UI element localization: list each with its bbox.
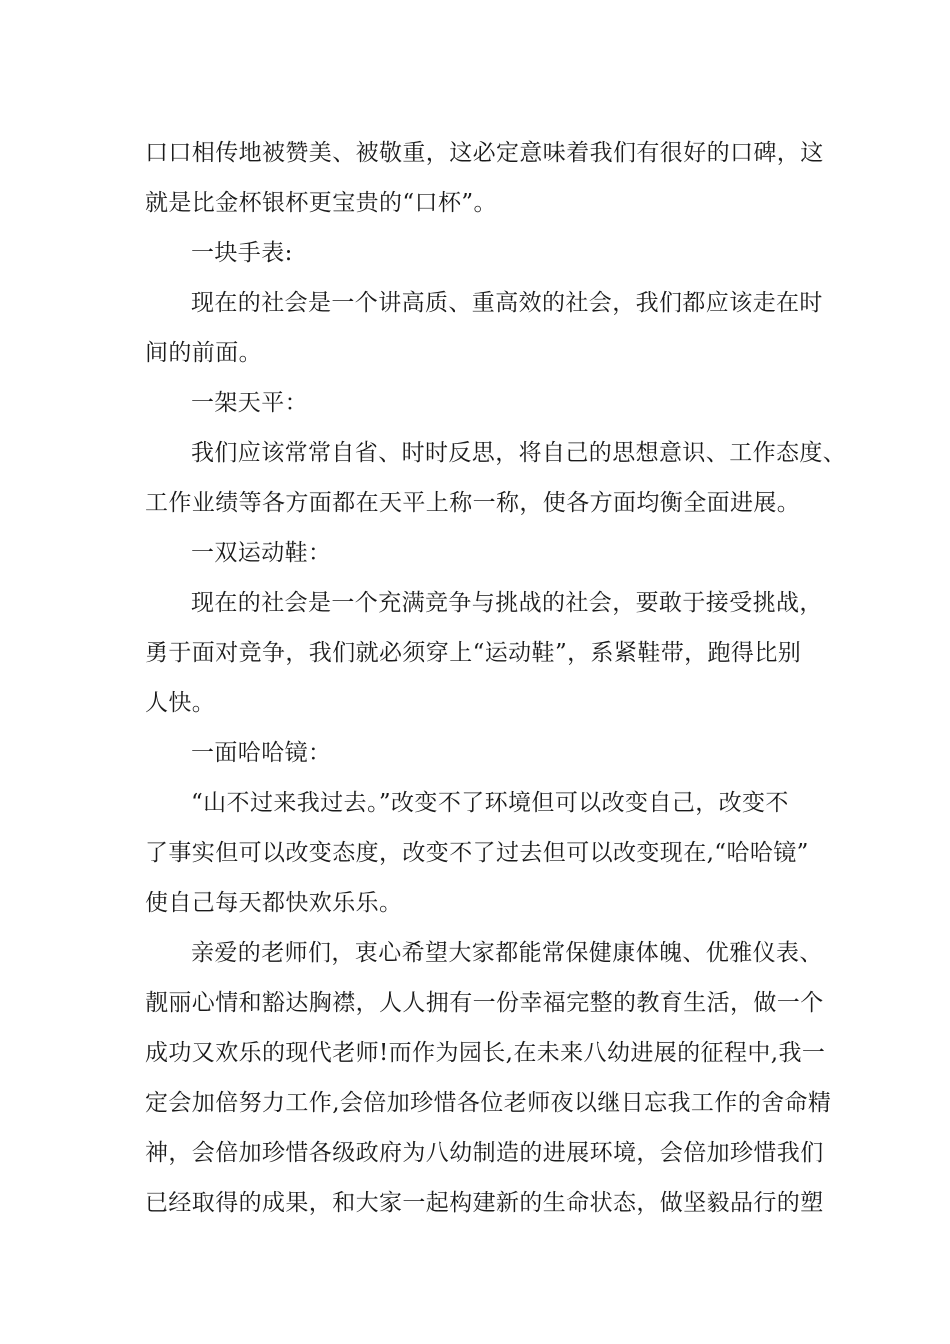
text-line: 间的前面。 [145, 340, 262, 366]
text-line: 一双运动鞋： [191, 540, 332, 566]
text-line: 一块手表: [191, 240, 293, 266]
text-line: 工作业绩等各方面都在天平上称一称，使各方面均衡全面进展。 [145, 490, 801, 516]
text-line: 成功又欢乐的现代老师!而作为园长,在未来八幼进展的征程中,我一 [145, 1040, 826, 1066]
text-line: “山不过来我过去。”改变不了环境但可以改变自己，改变不 [191, 790, 789, 816]
text-line: 了事实但可以改变态度，改变不了过去但可以改变现在,“哈哈镜” [145, 840, 809, 866]
text-line: 使自己每天都快欢乐乐。 [145, 890, 403, 916]
text-line: 就是比金杯银杯更宝贵的“口杯”。 [145, 190, 497, 216]
text-line: 我们应该常常自省、时时反思，将自己的思想意识、工作态度、 [191, 440, 847, 466]
text-line: 已经取得的成果，和大家一起构建新的生命状态，做坚毅品行的塑 [145, 1190, 824, 1216]
text-line: 定会加倍努力工作,会倍加珍惜各位老师夜以继日忘我工作的舍命精 [145, 1090, 832, 1116]
text-line: 勇于面对竞争，我们就必须穿上“运动鞋”，系紧鞋带，跑得比别 [145, 640, 802, 666]
text-line: 现在的社会是一个充满竞争与挑战的社会，要敢于接受挑战， [191, 590, 823, 616]
body-text [145, 128, 847, 1228]
text-line: 神，会倍加珍惜各级政府为八幼制造的进展环境，会倍加珍惜我们 [145, 1140, 824, 1166]
text-line: 一面哈哈镜： [191, 740, 332, 766]
text-line: 人快。 [145, 690, 216, 716]
text-line: 靓丽心情和豁达胸襟，人人拥有一份幸福完整的教育生活，做一个 [145, 990, 824, 1016]
text-line: 口口相传地被赞美、被敬重，这必定意味着我们有很好的口碑，这 [145, 140, 824, 166]
text-line: 现在的社会是一个讲高质、重高效的社会，我们都应该走在时 [191, 290, 823, 316]
text-line: 一架天平： [191, 390, 308, 416]
text-line: 亲爱的老师们，衷心希望大家都能常保健康体魄、优雅仪表、 [191, 940, 823, 966]
